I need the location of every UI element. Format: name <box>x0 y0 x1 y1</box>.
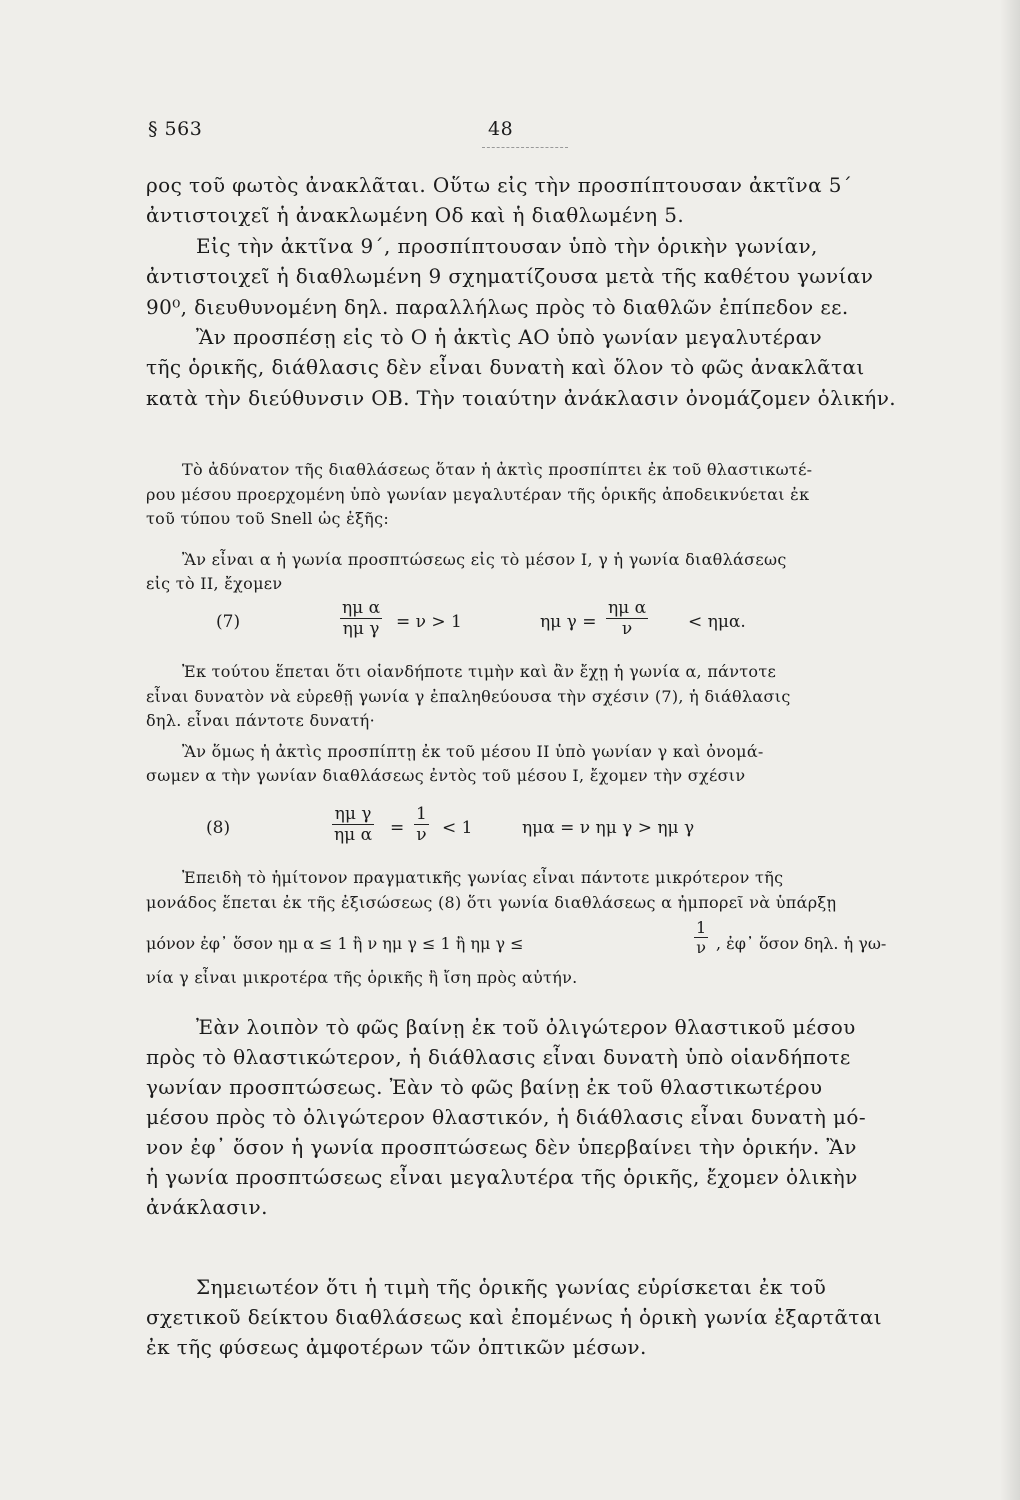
small-print-block-4 <box>146 966 936 991</box>
equation-text: < 1 <box>442 818 473 838</box>
text-line: ρου μέσου προερχομένη ὑπὸ γωνίαν μεγαλυτέραν τῆς ὁρικῆς ἀποδεικνύεται ἐκ <box>146 484 810 504</box>
text-line: νία γ εἶναι μικροτέρα τῆς ὁρικῆς ἢ ἴση πρὸς αὐτήν. <box>146 968 578 987</box>
text-line: νον ἐφ᾽ ὅσον ἡ γωνία προσπτώσεως δὲν ὑπερβαίνει τὴν ὁρικήν. Ἂν <box>146 1135 857 1159</box>
text-line: δηλ. εἶναι πάντοτε δυνατή· <box>146 711 375 730</box>
fraction: $\frac{\text{ημ α}}{\nu}$ <box>608 598 647 639</box>
text-line: Ἂν ὅμως ἡ ἀκτὶς προσπίπτῃ ἐκ τοῦ μέσου ΙΙ ὑπὸ γωνίαν γ καὶ ὀνομά- <box>182 741 764 761</box>
text-line: Ἐὰν λοιπὸν τὸ φῶς βαίνῃ ἐκ τοῦ ὀλιγώτερον θλαστικοῦ μέσου <box>196 1015 856 1039</box>
text-line: Ἂν προσπέσῃ εἰς τὸ Ο ἡ ἀκτὶς ΑΟ ὑπὸ γωνίαν μεγαλυτέραν <box>196 325 823 350</box>
fraction: $\frac{1}{\nu}$ <box>416 804 427 845</box>
text-line: ἀντιστοιχεῖ ἡ ἀνακλωμένη Οδ καὶ ἡ διαθλωμένη 5. <box>146 203 685 228</box>
paragraph-block-1 <box>146 170 936 413</box>
page-edge-shadow <box>1000 0 1020 1500</box>
paragraph-reflection <box>146 170 936 231</box>
equation-text: ημ γ = <box>540 612 597 632</box>
text-line: σωμεν α τὴν γωνίαν διαθλάσεως ἐντὸς τοῦ μέσου Ι, ἔχομεν τὴν σχέσιν <box>146 766 746 785</box>
text-line: Εἰς τὴν ἀκτῖνα 9΄, προσπίπτουσαν ὑπὸ τὴν ὁρικὴν γωνίαν, <box>196 233 818 258</box>
equation-text: < ημα. <box>688 612 746 632</box>
paragraph-block-3 <box>146 1272 936 1362</box>
paragraph-block-2 <box>146 1012 936 1222</box>
paragraph-critical-ray-cont <box>146 261 936 322</box>
text-line: εἶναι δυνατὸν νὰ εὑρεθῇ γωνία γ ἐπαληθεύουσα τὴν σχέσιν (7), ἡ διάθλασις <box>146 686 791 706</box>
equation-label: (7) <box>216 612 241 632</box>
text-line: ἡ γωνία προσπτώσεως εἶναι μεγαλυτέρα τῆς ὁρικῆς, ἔχομεν ὁλικὴν <box>146 1165 858 1189</box>
header-rule <box>482 147 568 148</box>
fraction: $\frac{\text{ημ α}}{\text{ημ γ}}$ <box>342 598 381 639</box>
equation-text: μόνον ἐφ᾽ ὅσον ημ α ≤ 1 ἢ ν ημ γ ≤ 1 ἢ ημ γ ≤ <box>146 934 524 953</box>
text-line: Σημειωτέον ὅτι ἡ τιμὴ τῆς ὁρικῆς γωνίας εὑρίσκεται ἐκ τοῦ <box>196 1275 827 1299</box>
text-line: ἐκ τῆς φύσεως ἀμφοτέρων τῶν ὀπτικῶν μέσων. <box>146 1335 647 1359</box>
text-line: σχετικοῦ δείκτου διαθλάσεως καὶ ἐπομένως ἡ ὁρικὴ γωνία ἐξαρτᾶται <box>146 1305 882 1329</box>
text-line: μονάδος ἕπεται ἐκ τῆς ἐξισώσεως (8) ὅτι γωνία διαθλάσεως α ἠμπορεῖ νὰ ὑπάρξῃ <box>146 892 837 912</box>
paragraph-total-reflection <box>146 322 936 352</box>
text-line: μέσου πρὸς τὸ ὀλιγώτερον θλαστικόν, ἡ διάθλασις εἶναι δυνατὴ μό- <box>146 1105 867 1129</box>
paragraph-total-reflection-cont <box>146 352 936 413</box>
text-line: κατὰ τὴν διεύθυνσιν ΟΒ. Τὴν τοιαύτην ἀνάκλασιν ὀνομάζομεν ὁλικήν. <box>146 385 897 410</box>
text-line: ἀνάκλασιν. <box>146 1195 268 1219</box>
text-line: γωνίαν προσπτώσεως. Ἐὰν τὸ φῶς βαίνῃ ἐκ τοῦ θλαστικωτέρου <box>146 1075 823 1099</box>
equation-label: (8) <box>206 818 231 838</box>
text-line: τῆς ὁρικῆς, διάθλασις δὲν εἶναι δυνατὴ καὶ ὅλον τὸ φῶς ἀνακλᾶται <box>146 355 865 380</box>
text-line: εἰς τὸ ΙΙ, ἔχομεν <box>146 574 283 593</box>
equation-text: , ἐφ᾽ ὅσον δηλ. ἡ γω- <box>716 934 887 953</box>
text-line: πρὸς τὸ θλαστικώτερον, ἡ διάθλασις εἶναι δυνατὴ ὑπὸ οἱανδήποτε <box>146 1045 851 1069</box>
text-line: τοῦ τύπου τοῦ Snell ὡς ἑξῆς: <box>146 509 390 528</box>
equation-text: = <box>390 818 405 838</box>
text-line: 90⁰, διευθυνομένη δηλ. παραλλήλως πρὸς τὸ διαθλῶν ἐπίπεδον εε. <box>146 294 849 319</box>
text-line: Ἐκ τούτου ἕπεται ὅτι οἱανδήποτε τιμὴν καὶ ἂν ἔχῃ ἡ γωνία α, πάντοτε <box>182 662 777 681</box>
section-number: § 563 <box>148 118 203 140</box>
fraction: $\frac{1}{\nu}$ <box>696 918 707 957</box>
equation-text: = ν > 1 <box>396 612 462 632</box>
paragraph-critical-ray <box>146 231 936 261</box>
text-line: Τὸ ἀδύνατον τῆς διαθλάσεως ὅταν ἡ ἀκτὶς προσπίπτει ἐκ τοῦ θλαστικωτέ- <box>182 460 813 479</box>
text-line: ἀντιστοιχεῖ ἡ διαθλωμένη 9 σχηματίζουσα μετὰ τῆς καθέτου γωνίαν <box>146 264 874 289</box>
small-print-block-2 <box>146 660 936 789</box>
text-line: ρος τοῦ φωτὸς ἀνακλᾶται. Οὕτω εἰς τὴν προσπίπτουσαν ἀκτῖνα 5΄ <box>146 173 853 197</box>
text-line: Ἐπειδὴ τὸ ἡμίτονον πραγματικῆς γωνίας εἶναι πάντοτε μικρότερον τῆς <box>182 868 784 887</box>
small-print-block-3 <box>146 866 936 915</box>
page-number: 48 <box>488 118 514 140</box>
text-line: Ἂν εἶναι α ἡ γωνία προσπτώσεως εἰς τὸ μέσον Ι, γ ἡ γωνία διαθλάσεως <box>182 549 787 569</box>
equation-text: ημα = ν ημ γ > ημ γ <box>522 818 695 838</box>
small-print-block-1 <box>146 458 936 597</box>
fraction: $\frac{\text{ημ γ}}{\text{ημ α}}$ <box>334 804 373 845</box>
